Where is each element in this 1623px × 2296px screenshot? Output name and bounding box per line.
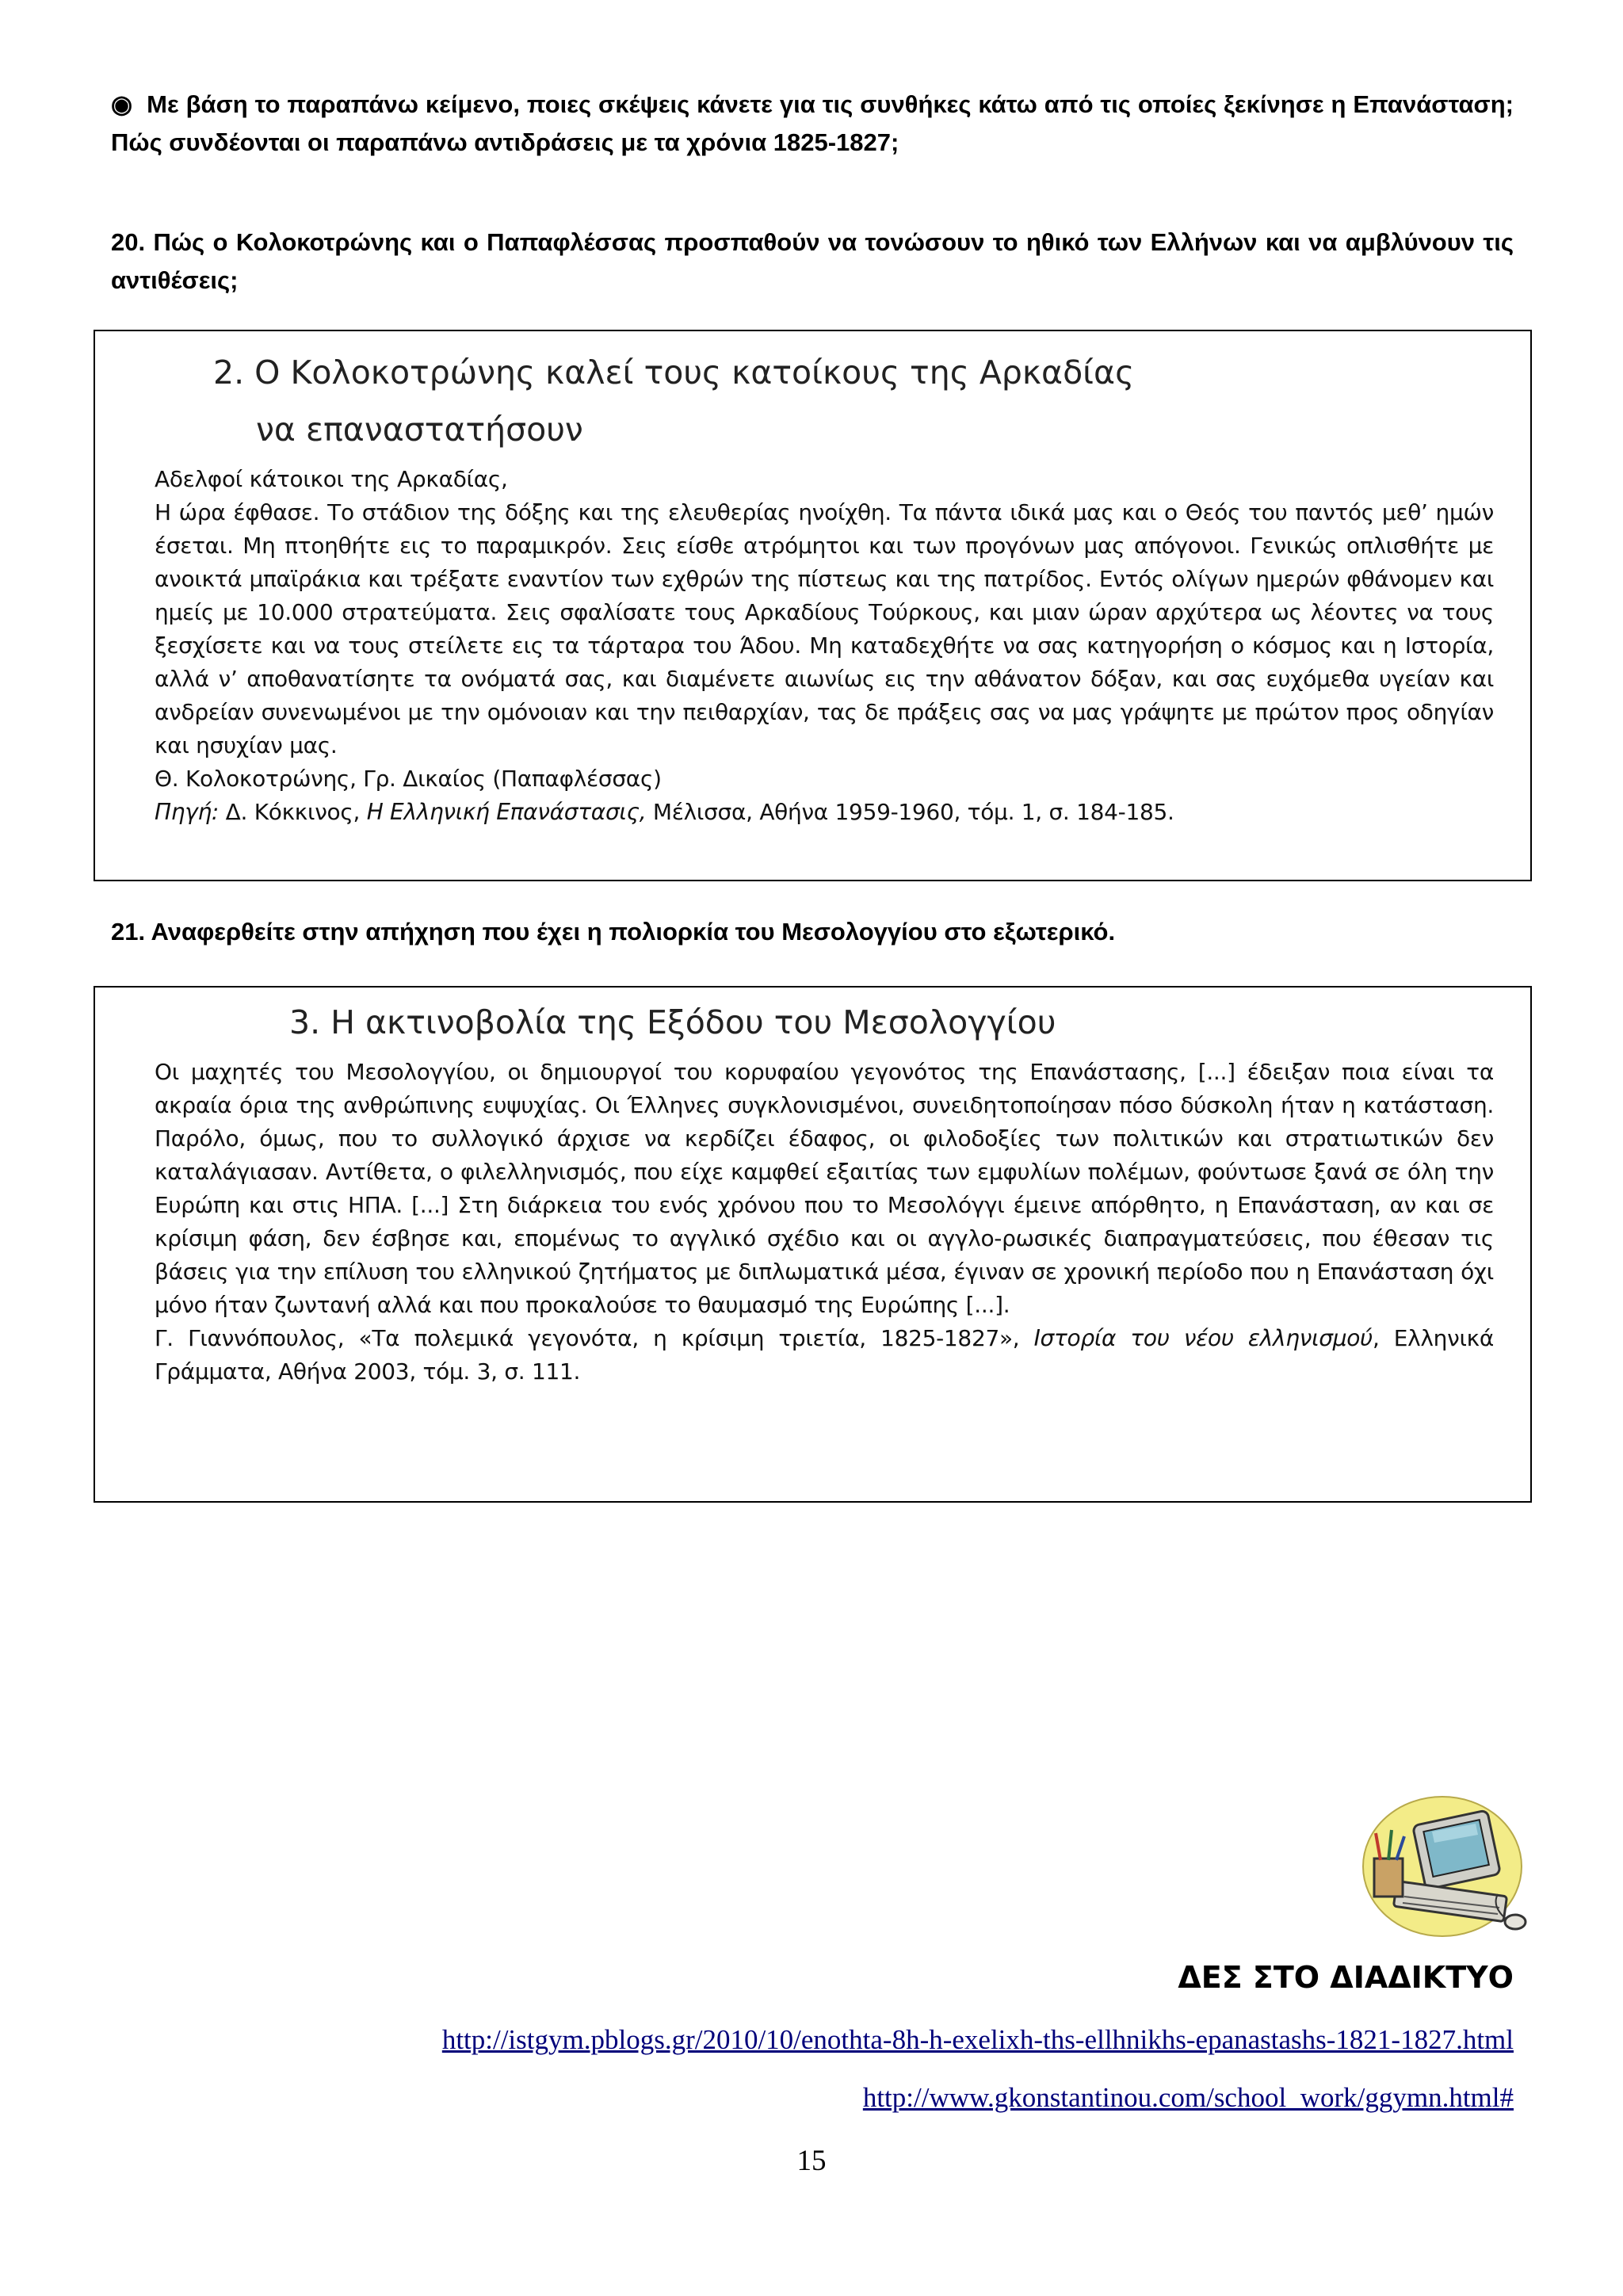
source-2-salutation: Αδελφοί κάτοικοι της Αρκαδίας, bbox=[155, 466, 508, 492]
source-2-title-line1: 2. Ο Κολοκοτρώνης καλεί τους κατοίκους της Αρκαδίας bbox=[213, 353, 1135, 392]
source-box-3 bbox=[94, 986, 1532, 1503]
source-3-title: 3. Η ακτινοβολία της Εξόδου του Μεσολογγίου bbox=[289, 1003, 1056, 1041]
question-21: 21. Αναφερθείτε στην απήχηση που έχει η πολιορκία του Μεσολογγίου στο εξωτερικό. bbox=[111, 918, 1116, 946]
internet-link-1[interactable]: http://istgym.pblogs.gr/2010/10/enothta-8h-h-exelixh-ths-ellhnikhs-epanastashs-1821-1827.html bbox=[441, 2024, 1514, 2055]
source-box-2 bbox=[94, 330, 1532, 881]
bullet-icon: ◉ bbox=[111, 90, 133, 118]
page-number: 15 bbox=[796, 2145, 827, 2177]
source-2-body: Η ώρα έφθασε. Το στάδιον της δόξης και της ελευθερίας ηνοίχθη. Τα πάντα ιδικά μας και ο Θεός του παντός μεθ’ ημών έσεται. Μη πτοηθήτε εις το παραμικρόν. Σεις είσθε ατρόμητοι και των προγόνων μας απόγονοι. Γενικώς οπλισθήτε με ανοικτά μπαϊράκια και τρέξατε εναντίον των εχθρών της πίστεως και της πατρίδος. Εντός ολίγων ημερών φθάνομεν και ημείς με 10.000 στρατεύματα. Σεις σφαλίσατε τους Αρκαδίους Τούρκους, και μιαν ώραν αρχύτερα ως λέοντες να τους ξεσχίσετε και να τους στείλετε εις τα τάρταρα του Άδου. Μη καταδεχθήτε να σας κατηγορήση ο κόσμος και η Ιστορία, αλλά ν’ αποθανατίσητε τα ονόματά σας, και διαμένετε αιωνίως εις την αθάνατον δόξαν, και σας ευχόμεθα υγείαν και ανδρείαν συνενωμένοι με την ομόνοιαν και την πειθαρχίαν, τας δε πράξεις σας να μας γράψητε με πρώτον προς οδηγίαν και ησυχίαν μας. bbox=[155, 499, 1494, 758]
source-2-signature: Θ. Κολοκοτρώνης, Γρ. Δικαίος (Παπαφλέσσας) bbox=[155, 766, 662, 792]
internet-heading: ΔΕΣ ΣΤΟ ΔΙΑΔΙΚΤΥΟ bbox=[1178, 1960, 1514, 1995]
question-intro-text: Με βάση το παραπάνω κείμενο, ποιες σκέψεις κάνετε για τις συνθήκες κάτω από τις οποίες ξεκίνησε η Επανάσταση; Πώς συνδέονται οι παραπάνω αντιδράσεις με τα χρόνια 1825-1827; bbox=[111, 90, 1514, 156]
question-20: 20. Πώς ο Κολοκοτρώνης και ο Παπαφλέσσας προσπαθούν να τονώσουν το ηθικό των Ελλήνων και να αμβλύνουν τις αντιθέσεις; bbox=[111, 228, 1514, 294]
computer-clipart-icon bbox=[1357, 1787, 1531, 1946]
source-3-body: Οι μαχητές του Μεσολογγίου, οι δημιουργοί του κορυφαίου γεγονότος της Επανάστασης, [...] έδειξαν ποια είναι τα ακραία όρια της ανθρώπινης ευψυχίας. Οι Έλληνες συγκλονισμένοι, συνειδητοποίησαν πόσο δύσκολη ήταν η κατάσταση. Παρόλο, όμως, που το συλλογικό άρχισε να κερδίζει έδαφος, οι φιλοδοξίες των πολιτικών και στρατιωτικών δεν καταλάγιασαν. Αντίθετα, ο φιλελληνισμός, που είχε καμφθεί εξαιτίας των εμφυλίων πολέμων, φούντωσε ξανά σε όλη την Ευρώπη και στις ΗΠΑ. [...] Στη διάρκεια του ενός χρόνου που το Μεσολόγγι έμεινε απόρθητο, η Επανάσταση, αν και σε κρίσιμη φάση, δεν έσβησε και, επομένως το αγγλικό σχέδιο και οι αγγλο-ρωσικές διαπραγματεύσεις, που έθεσαν τις βάσεις για την επίλυση του ελληνικού ζητήματος με διπλωματικά μέσα, έγιναν σε χρονική περίοδο που η Επανάσταση όχι μόνο ήταν ζωντανή αλλά και που προκαλούσε το θαυμασμό της Ευρώπης [...]. bbox=[155, 1059, 1494, 1318]
internet-link-2[interactable]: http://www.gkonstantinou.com/school_work/ggymn.html# bbox=[862, 2082, 1514, 2113]
question-intro bbox=[111, 86, 1514, 162]
source-3-citation: Γ. Γιαννόπουλος, «Τα πολεμικά γεγονότα, η κρίσιμη τριετία, 1825-1827», Ιστορία του νέου ελληνισμού, Ελληνικά Γράμματα, Αθήνα 2003, τόμ. 3, σ. 111. bbox=[155, 1325, 1495, 1385]
source-2-citation: Πηγή: Δ. Κόκκινος, Η Ελληνική Επανάστασις, Μέλισσα, Αθήνα 1959-1960, τόμ. 1, σ. 184-185. bbox=[155, 799, 1174, 825]
source-2-title-line2: να επαναστατήσουν bbox=[256, 411, 583, 449]
